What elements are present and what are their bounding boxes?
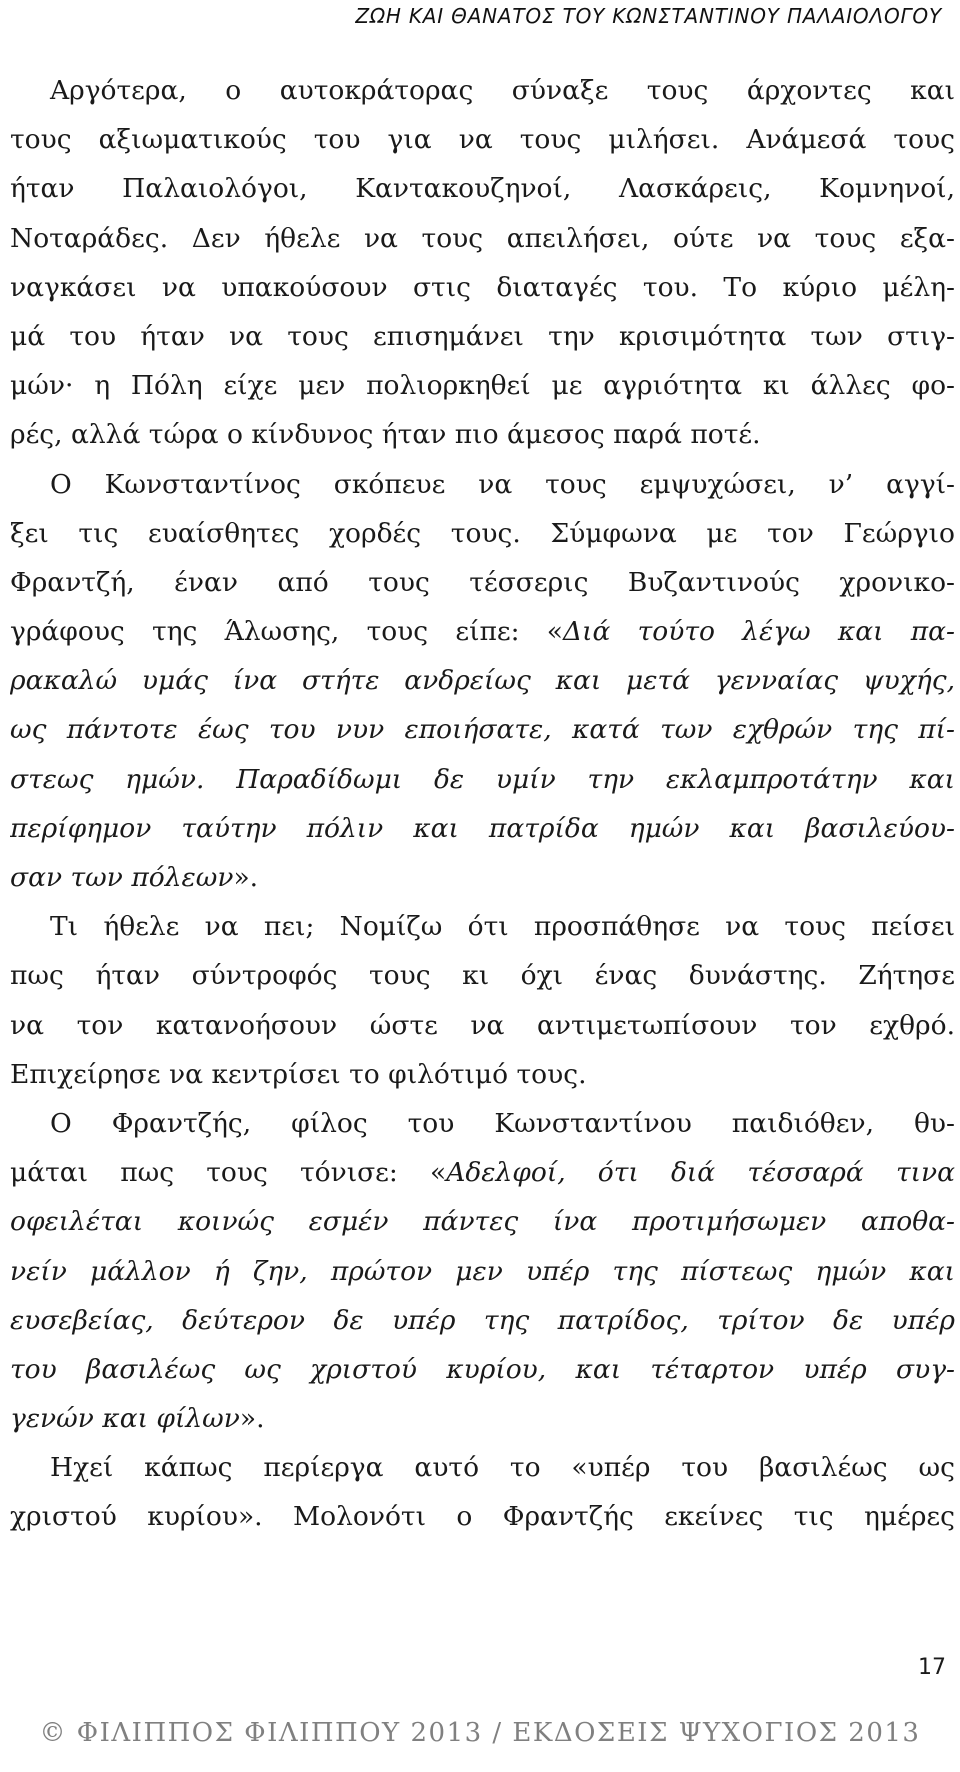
text-segment: πως ήταν σύντροφός τους κι όχι ένας δυνάστης. Ζήτησε bbox=[10, 960, 955, 992]
text-line bbox=[10, 1099, 955, 1148]
page-number: 17 bbox=[918, 1655, 946, 1680]
text-segment: ξει τις ευαίσθητες χορδές τους. Σύμφωνα με τον Γεώργιο bbox=[10, 517, 955, 549]
quoted-text-segment: ευσεβείας, δεύτερον δε υπέρ της πατρίδος, τρίτον δε υπέρ bbox=[10, 1304, 955, 1336]
text-line bbox=[10, 1197, 955, 1246]
text-segment: ». bbox=[239, 1403, 265, 1435]
text-segment: Φραντζή, έναν από τους τέσσερις Βυζαντινούς χρονικο- bbox=[10, 566, 955, 598]
text-segment: μάται πως τους τόνισε: « bbox=[10, 1157, 447, 1189]
text-line bbox=[10, 66, 955, 115]
text-segment: Ο Κωνσταντίνος σκόπευε να τους εμψυχώσει, ν’ αγγί- bbox=[50, 468, 955, 500]
text-line bbox=[10, 460, 955, 509]
text-line bbox=[10, 607, 955, 656]
quoted-text-segment: ρακαλώ υμάς ίνα στήτε ανδρείως και μετά γενναίας ψυχής, bbox=[10, 665, 955, 697]
quoted-text-segment: νείν μάλλον ή ζην, πρώτον μεν υπέρ της πίστεως ημών και bbox=[10, 1255, 955, 1287]
body-text bbox=[10, 66, 955, 1542]
text-line bbox=[10, 410, 955, 459]
text-segment: ήταν Παλαιολόγοι, Καντακουζηνοί, Λασκάρεις, Κομνηνοί, bbox=[10, 173, 955, 205]
text-segment: χριστού κυρίου». Μολονότι ο Φραντζής εκείνες τις ημέρες bbox=[10, 1501, 955, 1533]
text-segment: τους αξιωματικούς του για να τους μιλήσει. Ανάμεσά τους bbox=[10, 124, 955, 156]
text-segment: γράφους της Άλωσης, τους είπε: « bbox=[10, 616, 563, 648]
quoted-text-segment: Αδελφοί, ότι διά τέσσαρά τινα bbox=[446, 1157, 955, 1189]
text-line bbox=[10, 115, 955, 164]
text-segment: Τι ήθελε να πει; Νομίζω ότι προσπάθησε να τους πείσει bbox=[50, 911, 955, 943]
text-line bbox=[10, 1443, 955, 1492]
text-segment: Ο Φραντζής, φίλος του Κωνσταντίνου παιδιόθεν, θυ- bbox=[50, 1107, 955, 1139]
text-segment: Νοταράδες. Δεν ήθελε να τους απειλήσει, ούτε να τους εξα- bbox=[10, 222, 955, 254]
text-line bbox=[10, 164, 955, 213]
text-line bbox=[10, 214, 955, 263]
text-segment: Ηχεί κάπως περίεργα αυτό το «υπέρ του βασιλέως ως bbox=[50, 1452, 955, 1484]
text-segment: μών· η Πόλη είχε μεν πολιορκηθεί με αγριότητα κι άλλες φο- bbox=[10, 370, 955, 402]
text-line bbox=[10, 1492, 955, 1541]
text-segment: ρές, αλλά τώρα ο κίνδυνος ήταν πιο άμεσος παρά ποτέ. bbox=[10, 419, 761, 451]
quoted-text-segment: περίφημον ταύτην πόλιν και πατρίδα ημών και βασιλεύου- bbox=[10, 812, 955, 844]
text-line bbox=[10, 558, 955, 607]
text-line bbox=[10, 804, 955, 853]
text-line bbox=[10, 1394, 955, 1443]
text-line bbox=[10, 705, 955, 754]
text-segment: Αργότερα, ο αυτοκράτορας σύναξε τους άρχοντες και bbox=[50, 75, 955, 106]
text-line bbox=[10, 656, 955, 705]
copyright-notice: © ΦΙΛΙΠΠΟΣ ΦΙΛΙΠΠΟΥ 2013 / ΕΚΔΟΣΕΙΣ ΨΥΧΟΓΙΟΣ 2013 bbox=[39, 1718, 921, 1748]
text-line bbox=[10, 509, 955, 558]
text-line bbox=[10, 1247, 955, 1296]
text-line bbox=[10, 263, 955, 312]
text-line bbox=[10, 951, 955, 1000]
text-line bbox=[10, 361, 955, 410]
text-line bbox=[10, 1050, 955, 1099]
text-segment: μά του ήταν να τους επισημάνει την κρισιμότητα των στιγ- bbox=[10, 320, 955, 352]
text-line bbox=[10, 853, 955, 902]
quoted-text-segment: γενών και φίλων bbox=[10, 1403, 240, 1435]
text-segment: Επιχείρησε να κεντρίσει το φιλότιμό τους. bbox=[10, 1058, 587, 1090]
text-line bbox=[10, 1345, 955, 1394]
text-segment: ναγκάσει να υπακούσουν στις διαταγές του. Το κύριο μέλη- bbox=[10, 271, 955, 303]
quoted-text-segment: Διά τούτο λέγω και πα- bbox=[562, 616, 955, 648]
text-segment: να τον κατανοήσουν ώστε να αντιμετωπίσουν τον εχθρό. bbox=[10, 1009, 955, 1041]
running-head: ΖΩΗ ΚΑΙ ΘΑΝΑΤΟΣ ΤΟΥ ΚΩΝΣΤΑΝΤΙΝΟΥ ΠΑΛΑΙΟΛΟΓΟΥ bbox=[355, 4, 942, 28]
text-line bbox=[10, 1001, 955, 1050]
text-line bbox=[10, 902, 955, 951]
text-segment: ». bbox=[233, 862, 259, 893]
quoted-text-segment: του βασιλέως ως χριστού κυρίου, και τέταρτον υπέρ συγ- bbox=[10, 1353, 955, 1385]
text-line bbox=[10, 1296, 955, 1345]
quoted-text-segment: σαν των πόλεων bbox=[10, 862, 234, 893]
quoted-text-segment: ως πάντοτε έως του νυν εποιήσατε, κατά των εχθρών της πί- bbox=[10, 714, 955, 746]
text-line bbox=[10, 312, 955, 361]
text-line bbox=[10, 1148, 955, 1197]
text-line bbox=[10, 755, 955, 804]
quoted-text-segment: οφειλέται κοινώς εσμέν πάντες ίνα προτιμήσωμεν αποθα- bbox=[10, 1206, 955, 1238]
quoted-text-segment: στεως ημών. Παραδίδωμι δε υμίν την εκλαμπροτάτην και bbox=[10, 763, 955, 795]
